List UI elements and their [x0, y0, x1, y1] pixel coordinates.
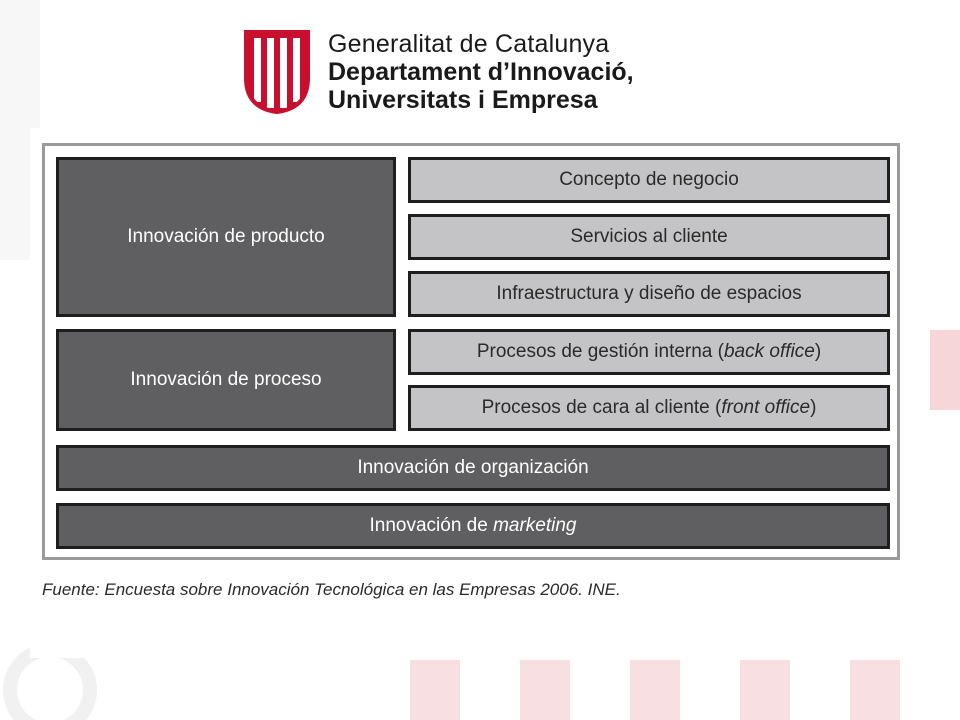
box-servicios-cliente [408, 214, 890, 260]
label-servicios-cliente: Servicios al cliente [570, 226, 728, 247]
box-innovacion-marketing [56, 503, 890, 549]
senyera-seal-icon [240, 28, 314, 114]
box-innovacion-organizacion [56, 445, 890, 491]
org-line-1: Generalitat de Catalunya [328, 30, 610, 58]
cara-suffix: ) [810, 397, 817, 418]
box-innovacion-producto [56, 157, 396, 317]
box-procesos-gestion-interna [408, 329, 890, 375]
gestion-suffix: ) [814, 341, 822, 362]
box-innovacion-proceso [56, 329, 396, 431]
marketing-prefix: Innovación de [369, 515, 494, 536]
source-note: Fuente: Encuesta sobre Innovación Tecnológica en las Empresas 2006. INE. [42, 580, 621, 599]
box-concepto-negocio [408, 157, 890, 203]
label-innovacion-producto: Innovación de producto [127, 226, 325, 247]
box-infraestructura [408, 271, 890, 317]
box-procesos-cara-cliente [408, 385, 890, 431]
label-innovacion-proceso: Innovación de proceso [130, 369, 322, 390]
label-procesos-cara-cliente [482, 397, 817, 419]
diagram-frame [42, 143, 900, 560]
org-line-3: Universitats i Empresa [328, 86, 598, 114]
label-concepto-negocio: Concepto de negocio [559, 169, 739, 190]
organization-name [328, 30, 634, 114]
gestion-emphasis: back office [723, 341, 815, 362]
cara-prefix: Procesos de cara al cliente ( [481, 397, 722, 418]
label-innovacion-organizacion: Innovación de organización [357, 457, 589, 478]
cara-emphasis: front office [721, 397, 811, 418]
header [240, 28, 634, 114]
label-infraestructura: Infraestructura y diseño de espacios [496, 283, 802, 304]
marketing-emphasis: marketing [493, 515, 577, 536]
label-procesos-gestion-interna [477, 341, 821, 363]
org-line-2: Departament d’Innovació, [328, 58, 634, 86]
label-innovacion-marketing [369, 515, 576, 537]
gestion-prefix: Procesos de gestión interna ( [476, 341, 724, 362]
